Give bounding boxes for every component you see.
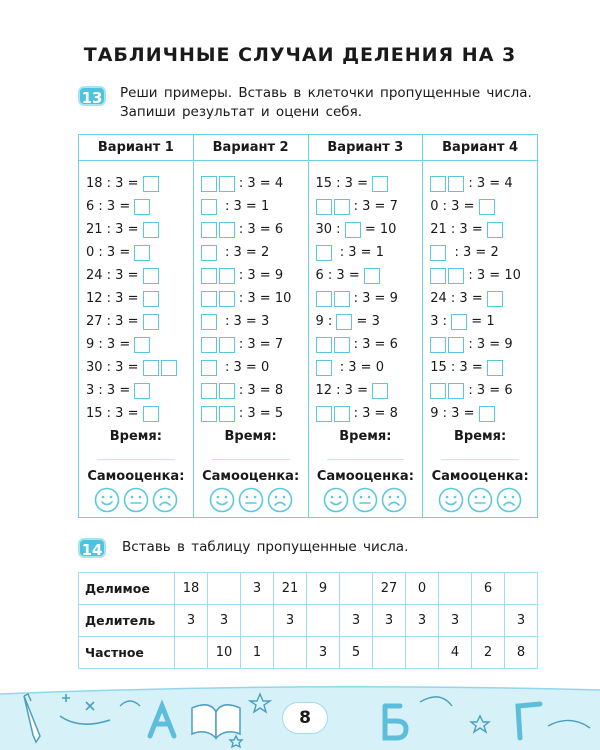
answer-box[interactable]: [451, 314, 467, 330]
self-assessment-faces: [309, 487, 423, 513]
answer-box[interactable]: [219, 383, 235, 399]
example-row: [423, 172, 537, 195]
answer-box-group: [143, 222, 159, 238]
answer-box[interactable]: [364, 268, 380, 284]
answer-box[interactable]: [448, 337, 464, 353]
answer-box-group: [134, 199, 150, 215]
example-text: 27 : 3 =: [86, 314, 143, 329]
table-cell: 3: [340, 605, 373, 637]
happy-face-icon[interactable]: [209, 487, 235, 513]
example-text: 12 : 3 =: [315, 383, 373, 398]
answer-box[interactable]: [201, 383, 217, 399]
example-row: [194, 172, 308, 195]
example-text: : 3 = 0: [216, 360, 270, 375]
answer-box-group: [201, 314, 217, 330]
example-text: : 3 = 1: [331, 245, 384, 260]
answer-box[interactable]: [143, 360, 159, 376]
answer-box-group: [201, 268, 235, 284]
example-text: 12 : 3 =: [86, 291, 143, 306]
answer-box-group: [487, 291, 503, 307]
example-text: : 3 = 4: [464, 176, 513, 191]
answer-box[interactable]: [143, 406, 159, 422]
time-answer-line[interactable]: [441, 459, 519, 460]
variant-title: Вариант 4: [423, 135, 537, 161]
example-text: = 3: [352, 314, 380, 329]
variant-title: Вариант 3: [309, 135, 423, 161]
table-cell: 6: [472, 573, 505, 605]
table-cell: 27: [373, 573, 406, 605]
example-text: : 3 = 6: [349, 337, 398, 352]
example-row: [79, 195, 193, 218]
variant-column-1: [79, 135, 194, 517]
table-cell: 3: [373, 605, 406, 637]
example-row: [309, 264, 423, 287]
example-row: [423, 264, 537, 287]
answer-box-group: [201, 406, 235, 422]
empty-answer-cell[interactable]: [406, 637, 439, 669]
example-row: [423, 333, 537, 356]
sad-face-icon[interactable]: [381, 487, 407, 513]
table-row: [79, 573, 538, 605]
example-text: : 3 = 1: [216, 199, 270, 214]
example-text: : 3 = 9: [234, 268, 284, 283]
self-assessment-label: Самооценка:: [431, 469, 529, 484]
empty-answer-cell[interactable]: [175, 637, 208, 669]
table-row: [79, 637, 538, 669]
answer-box-group: [201, 222, 235, 238]
neutral-face-icon[interactable]: [123, 487, 149, 513]
answer-box-group: [143, 360, 177, 376]
answer-box-group: [372, 383, 388, 399]
time-answer-line[interactable]: [327, 459, 405, 460]
example-text: 3 : 3 =: [86, 383, 135, 398]
example-text: 30 : 3 =: [86, 360, 143, 375]
answer-box[interactable]: [316, 360, 332, 376]
row-label: Делимое: [79, 573, 175, 605]
answer-box[interactable]: [316, 245, 332, 261]
answer-box[interactable]: [316, 337, 332, 353]
answer-box[interactable]: [430, 337, 446, 353]
variant-column-2: [194, 135, 309, 517]
example-row: [79, 218, 193, 241]
answer-box[interactable]: [334, 406, 350, 422]
example-row: [194, 402, 308, 425]
example-text: 18 : 3 =: [86, 176, 143, 191]
example-text: : 3 = 2: [446, 245, 499, 260]
answer-box-group: [201, 291, 235, 307]
answer-box-group: [143, 291, 159, 307]
answer-box-group: [134, 337, 150, 353]
row-label: Частное: [79, 637, 175, 669]
empty-answer-cell[interactable]: [472, 605, 505, 637]
table-cell: 3: [208, 605, 241, 637]
example-text: : 3 = 9: [464, 337, 513, 352]
answer-box[interactable]: [143, 176, 159, 192]
page-title: ТАБЛИЧНЫЕ СЛУЧАИ ДЕЛЕНИЯ НА 3: [83, 44, 517, 66]
answer-box[interactable]: [201, 337, 217, 353]
example-text: : 3 = 3: [216, 314, 270, 329]
variants-table: [78, 134, 538, 518]
neutral-face-icon[interactable]: [352, 487, 378, 513]
example-row: [423, 402, 537, 425]
task-14-instruction: Вставь в таблицу пропущенные числа.: [122, 539, 409, 555]
example-row: [309, 402, 423, 425]
answer-box-group: [345, 222, 361, 238]
time-label: Время:: [109, 429, 162, 444]
example-row: [79, 356, 193, 379]
example-text: : 3 = 0: [331, 360, 384, 375]
sad-face-icon[interactable]: [267, 487, 293, 513]
answer-box-group: [364, 268, 380, 284]
answer-box[interactable]: [201, 360, 217, 376]
example-text: 15 : 3 =: [430, 360, 487, 375]
table-cell: 3: [406, 605, 439, 637]
answer-box[interactable]: [430, 268, 446, 284]
answer-box[interactable]: [143, 314, 159, 330]
example-text: 6 : 3 =: [315, 268, 364, 283]
empty-answer-cell[interactable]: [439, 573, 472, 605]
answer-box[interactable]: [430, 383, 446, 399]
example-row: [309, 195, 423, 218]
answer-box-group: [430, 268, 464, 284]
answer-box[interactable]: [134, 337, 150, 353]
sad-face-icon[interactable]: [152, 487, 178, 513]
answer-box-group: [201, 337, 235, 353]
example-row: [194, 356, 308, 379]
time-answer-line[interactable]: [97, 459, 175, 460]
example-text: = 10: [360, 222, 397, 237]
time-label: Время:: [454, 429, 507, 444]
answer-box[interactable]: [201, 176, 217, 192]
answer-box-group: [372, 176, 388, 192]
table-cell: 3: [505, 605, 538, 637]
example-row: [423, 310, 537, 333]
missing-numbers-table: [78, 572, 538, 669]
example-row: [79, 172, 193, 195]
answer-box-group: [143, 176, 159, 192]
answer-box[interactable]: [201, 199, 217, 215]
example-text: 21 : 3 =: [86, 222, 143, 237]
example-text: = 1: [467, 314, 495, 329]
answer-box[interactable]: [134, 245, 150, 261]
answer-box[interactable]: [143, 268, 159, 284]
example-text: 9 :: [315, 314, 337, 329]
answer-box[interactable]: [201, 268, 217, 284]
happy-face-icon[interactable]: [323, 487, 349, 513]
example-row: [194, 333, 308, 356]
example-row: [194, 310, 308, 333]
answer-box-group: [430, 383, 464, 399]
example-row: [79, 333, 193, 356]
task-13-instruction-line2: Запиши результат и оцени себя.: [120, 104, 363, 120]
answer-box[interactable]: [487, 291, 503, 307]
example-row: [194, 195, 308, 218]
example-text: 15 : 3 =: [86, 406, 143, 421]
answer-box[interactable]: [201, 406, 217, 422]
answer-box-group: [201, 199, 217, 215]
answer-box[interactable]: [430, 245, 446, 261]
empty-answer-cell[interactable]: [505, 573, 538, 605]
table-cell: 8: [505, 637, 538, 669]
answer-box[interactable]: [219, 406, 235, 422]
answer-box-group: [316, 337, 350, 353]
answer-box[interactable]: [143, 222, 159, 238]
example-row: [309, 172, 423, 195]
variant-examples: [309, 172, 423, 425]
happy-face-icon[interactable]: [438, 487, 464, 513]
variant-column-3: [309, 135, 424, 517]
empty-answer-cell[interactable]: [373, 637, 406, 669]
answer-box-group: [143, 314, 159, 330]
answer-box[interactable]: [448, 268, 464, 284]
example-text: : 3 = 10: [234, 291, 292, 306]
example-text: : 3 = 5: [234, 406, 284, 421]
empty-answer-cell[interactable]: [241, 605, 274, 637]
example-row: [194, 287, 308, 310]
example-row: [423, 287, 537, 310]
example-text: 15 : 3 =: [315, 176, 373, 191]
table-cell: 5: [340, 637, 373, 669]
example-row: [194, 241, 308, 264]
answer-box[interactable]: [201, 245, 217, 261]
example-text: : 3 = 4: [234, 176, 284, 191]
answer-box[interactable]: [219, 337, 235, 353]
task-14-number-badge: 14: [78, 538, 106, 558]
example-text: 3 :: [430, 314, 452, 329]
table-cell: 10: [208, 637, 241, 669]
empty-answer-cell[interactable]: [274, 637, 307, 669]
answer-box[interactable]: [316, 406, 332, 422]
answer-box-group: [316, 245, 332, 261]
answer-box-group: [479, 199, 495, 215]
example-text: 0 : 3 =: [430, 199, 479, 214]
example-text: 9 : 3 =: [430, 406, 479, 421]
table-cell: 21: [274, 573, 307, 605]
self-assessment-label: Самооценка:: [87, 469, 185, 484]
answer-box-group: [336, 314, 352, 330]
example-row: [79, 379, 193, 402]
table-cell: 3: [241, 573, 274, 605]
example-row: [309, 356, 423, 379]
answer-box[interactable]: [345, 222, 361, 238]
variant-examples: [194, 172, 308, 425]
answer-box[interactable]: [487, 222, 503, 238]
answer-box-group: [201, 360, 217, 376]
example-text: : 3 = 2: [216, 245, 270, 260]
answer-box[interactable]: [161, 360, 177, 376]
example-text: 6 : 3 =: [86, 199, 135, 214]
answer-box[interactable]: [316, 199, 332, 215]
neutral-face-icon[interactable]: [467, 487, 493, 513]
answer-box-group: [201, 383, 235, 399]
self-assessment-label: Самооценка:: [202, 469, 300, 484]
self-assessment-label: Самооценка:: [316, 469, 414, 484]
table-cell: 18: [175, 573, 208, 605]
answer-box[interactable]: [334, 337, 350, 353]
answer-box[interactable]: [316, 291, 332, 307]
answer-box[interactable]: [219, 268, 235, 284]
example-row: [309, 310, 423, 333]
answer-box-group: [430, 337, 464, 353]
table-cell: 2: [472, 637, 505, 669]
example-text: : 3 = 7: [234, 337, 284, 352]
table-cell: 3: [274, 605, 307, 637]
answer-box-group: [451, 314, 467, 330]
time-label: Время:: [224, 429, 277, 444]
answer-box-group: [316, 199, 350, 215]
example-text: : 3 = 7: [349, 199, 398, 214]
answer-box-group: [143, 268, 159, 284]
example-row: [79, 310, 193, 333]
answer-box[interactable]: [201, 314, 217, 330]
answer-box-group: [134, 245, 150, 261]
answer-box-group: [134, 383, 150, 399]
answer-box-group: [316, 291, 350, 307]
answer-box-group: [143, 406, 159, 422]
example-text: 9 : 3 =: [86, 337, 135, 352]
answer-box-group: [316, 406, 350, 422]
answer-box[interactable]: [479, 199, 495, 215]
answer-box[interactable]: [448, 176, 464, 192]
example-text: : 3 = 9: [349, 291, 398, 306]
answer-box[interactable]: [201, 222, 217, 238]
example-row: [309, 241, 423, 264]
example-row: [194, 264, 308, 287]
time-answer-line[interactable]: [212, 459, 290, 460]
answer-box[interactable]: [134, 383, 150, 399]
answer-box[interactable]: [334, 199, 350, 215]
table-cell: 3: [307, 637, 340, 669]
example-text: 21 : 3 =: [430, 222, 487, 237]
table-cell: 1: [241, 637, 274, 669]
example-row: [423, 356, 537, 379]
table-cell: 4: [439, 637, 472, 669]
empty-answer-cell[interactable]: [208, 573, 241, 605]
self-assessment-faces: [79, 487, 193, 513]
variant-title: Вариант 1: [79, 135, 193, 161]
answer-box[interactable]: [334, 291, 350, 307]
answer-box[interactable]: [372, 383, 388, 399]
happy-face-icon[interactable]: [94, 487, 120, 513]
variant-examples: [79, 172, 193, 425]
table-cell: 3: [439, 605, 472, 637]
example-text: 24 : 3 =: [430, 291, 487, 306]
example-row: [79, 264, 193, 287]
example-row: [194, 379, 308, 402]
answer-box[interactable]: [479, 406, 495, 422]
task-13-instruction-line1: Реши примеры. Вставь в клеточки пропущенные числа.: [120, 85, 532, 101]
self-assessment-faces: [194, 487, 308, 513]
answer-box[interactable]: [219, 222, 235, 238]
example-row: [423, 379, 537, 402]
answer-box-group: [479, 406, 495, 422]
example-text: 0 : 3 =: [86, 245, 135, 260]
neutral-face-icon[interactable]: [238, 487, 264, 513]
sad-face-icon[interactable]: [496, 487, 522, 513]
answer-box[interactable]: [143, 291, 159, 307]
answer-box-group: [487, 222, 503, 238]
example-row: [194, 218, 308, 241]
answer-box[interactable]: [134, 199, 150, 215]
example-text: : 3 = 8: [234, 383, 284, 398]
page-number: 8: [282, 702, 328, 734]
table-cell: 9: [307, 573, 340, 605]
table-cell: 3: [175, 605, 208, 637]
example-row: [79, 241, 193, 264]
example-row: [309, 333, 423, 356]
table-row: [79, 605, 538, 637]
empty-answer-cell[interactable]: [340, 573, 373, 605]
example-text: : 3 = 6: [464, 383, 513, 398]
example-row: [309, 218, 423, 241]
answer-box[interactable]: [430, 176, 446, 192]
variant-title: Вариант 2: [194, 135, 308, 161]
answer-box-group: [430, 176, 464, 192]
row-label: Делитель: [79, 605, 175, 637]
example-row: [79, 402, 193, 425]
example-row: [79, 287, 193, 310]
answer-box[interactable]: [219, 291, 235, 307]
example-text: : 3 = 8: [349, 406, 398, 421]
variant-examples: [423, 172, 537, 425]
answer-box[interactable]: [448, 383, 464, 399]
example-row: [309, 287, 423, 310]
example-row: [423, 241, 537, 264]
empty-answer-cell[interactable]: [307, 605, 340, 637]
example-text: 24 : 3 =: [86, 268, 143, 283]
table-cell: 0: [406, 573, 439, 605]
answer-box[interactable]: [201, 291, 217, 307]
self-assessment-faces: [423, 487, 537, 513]
example-row: [309, 379, 423, 402]
time-label: Время:: [339, 429, 392, 444]
example-row: [423, 195, 537, 218]
answer-box[interactable]: [372, 176, 388, 192]
answer-box-group: [316, 360, 332, 376]
answer-box-group: [201, 176, 235, 192]
example-text: 30 :: [315, 222, 345, 237]
example-row: [423, 218, 537, 241]
task-13-number-badge: 13: [78, 86, 106, 106]
example-text: : 3 = 6: [234, 222, 284, 237]
answer-box-group: [201, 245, 217, 261]
answer-box[interactable]: [487, 360, 503, 376]
answer-box[interactable]: [336, 314, 352, 330]
answer-box[interactable]: [219, 176, 235, 192]
answer-box-group: [430, 245, 446, 261]
example-text: : 3 = 10: [464, 268, 521, 283]
variant-column-4: [423, 135, 537, 517]
answer-box-group: [487, 360, 503, 376]
